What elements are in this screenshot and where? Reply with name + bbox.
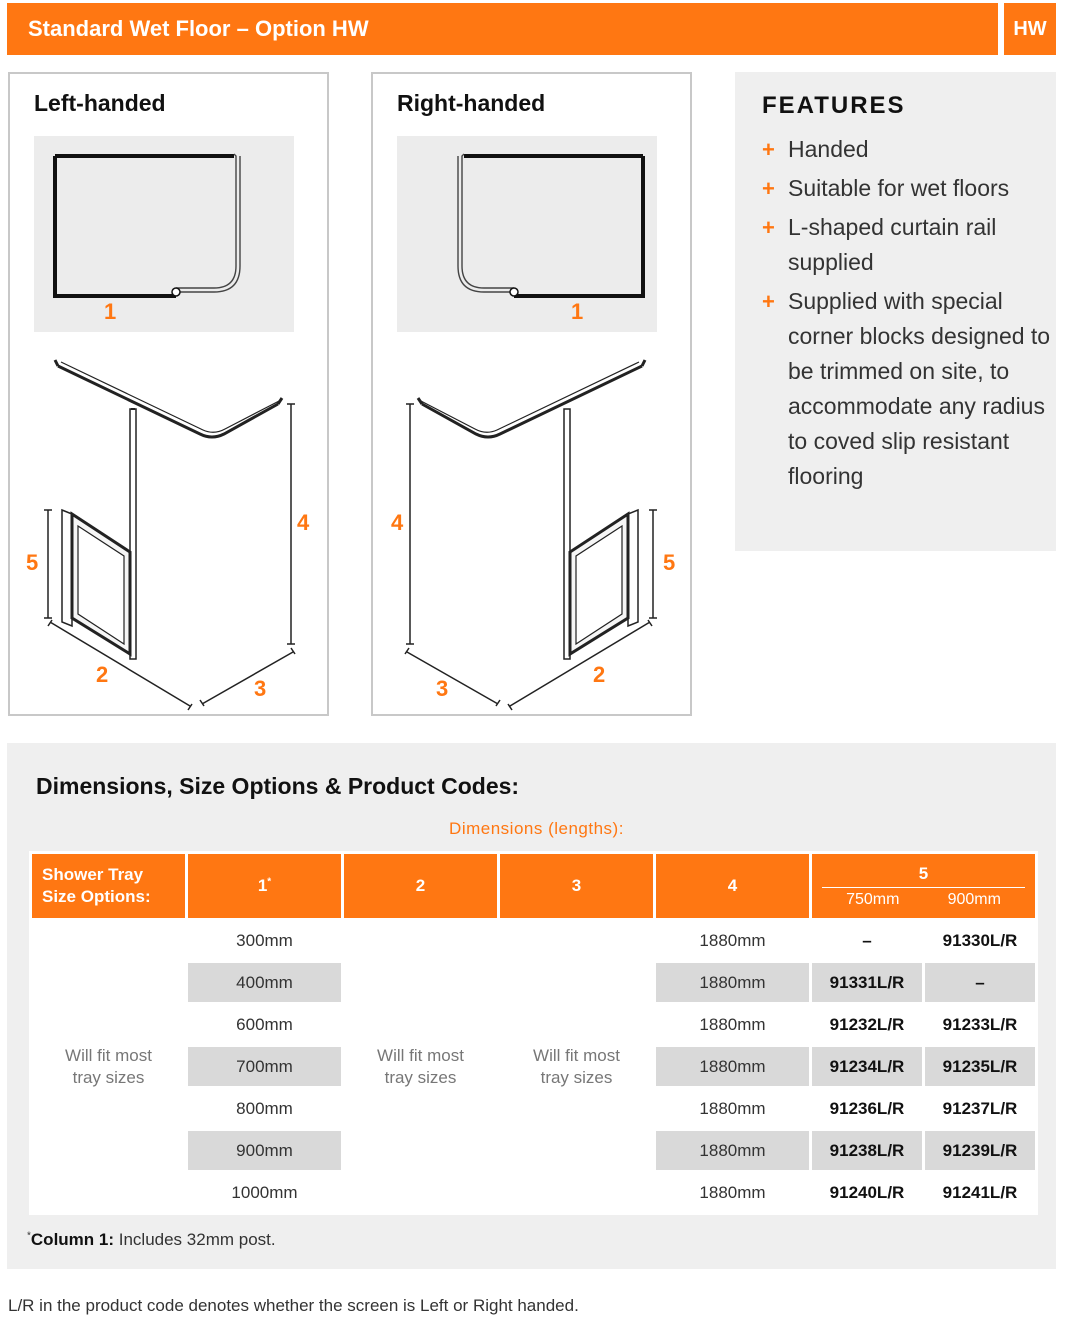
table-row: 900mm 1880mm 91238L/R 91239L/R [32,1131,1035,1170]
table-row: 700mm 1880mm 91234L/R 91235L/R [32,1047,1035,1086]
left-label-4: 4 [297,510,310,535]
features-box [735,72,1056,551]
table-row: 800mm 1880mm 91236L/R 91237L/R [32,1089,1035,1128]
table-row: 400mm 1880mm 91331L/R – [32,963,1035,1002]
option-badge: HW [1004,3,1056,55]
left-handed-panel [8,72,329,716]
plus-icon: + [762,137,775,162]
feature-item: + L-shaped curtain rail supplied [762,210,1052,280]
dimensions-title: Dimensions, Size Options & Product Codes: [36,773,520,799]
left-label-3: 3 [254,676,267,701]
tray-size-merged-cell: Will fit most tray sizes [32,921,185,1212]
header-col-2: 2 [344,854,497,918]
feature-item: + Handed [762,132,1052,167]
right-label-3: 3 [436,676,449,701]
header-col-4: 4 [656,854,809,918]
left-label-5: 5 [26,550,39,575]
table-row: 600mm 1880mm 91232L/R 91233L/R [32,1005,1035,1044]
header-750: 750mm [846,890,900,908]
left-diagram [10,74,327,714]
feature-item: + Suitable for wet floors [762,171,1052,206]
table-header-row [32,854,1035,918]
right-label-1: 1 [571,299,584,324]
header-col-1: 1* [188,854,341,918]
table-row: Will fit most tray sizes 300mm Will fit most tray sizes Will fit most tray sizes 1880mm – 91330L/R [32,921,1035,960]
page-header [7,3,998,55]
header-900: 900mm [947,890,1001,908]
header-col-5: 5 750mm 900mm [812,854,1035,918]
dimensions-section [7,743,1056,1269]
col2-merged-cell: Will fit most tray sizes [344,921,497,1212]
right-label-5: 5 [663,550,676,575]
features-list [762,132,1052,498]
plus-icon: + [762,215,775,240]
dimensions-subtitle: Dimensions (lengths): [449,819,624,838]
left-label-1: 1 [104,299,117,324]
right-diagram [373,74,690,714]
header-col-3: 3 [500,854,653,918]
plus-icon: + [762,176,775,201]
right-handed-title: Right-handed [397,90,546,116]
table-row: 1000mm 1880mm 91240L/R 91241L/R [32,1173,1035,1212]
col3-merged-cell: Will fit most tray sizes [500,921,653,1212]
features-title: FEATURES [762,92,906,119]
product-codes-table [29,851,1038,1215]
left-handed-title: Left-handed [34,90,166,116]
handed-note: L/R in the product code denotes whether the screen is Left or Right handed. [8,1296,579,1315]
right-label-2: 2 [593,662,606,687]
header-tray-size: Shower Tray Size Options: [32,854,185,918]
feature-item: + Supplied with special corner blocks designed to be trimmed on site, to accommodate any radius to coved slip resistant flooring [762,284,1052,494]
right-label-4: 4 [391,510,404,535]
left-label-2: 2 [96,662,109,687]
page-title: Standard Wet Floor – Option HW [28,16,369,41]
plus-icon: + [762,289,775,314]
right-handed-panel [371,72,692,716]
column-footnote: *Column 1: Includes 32mm post. [27,1230,276,1249]
